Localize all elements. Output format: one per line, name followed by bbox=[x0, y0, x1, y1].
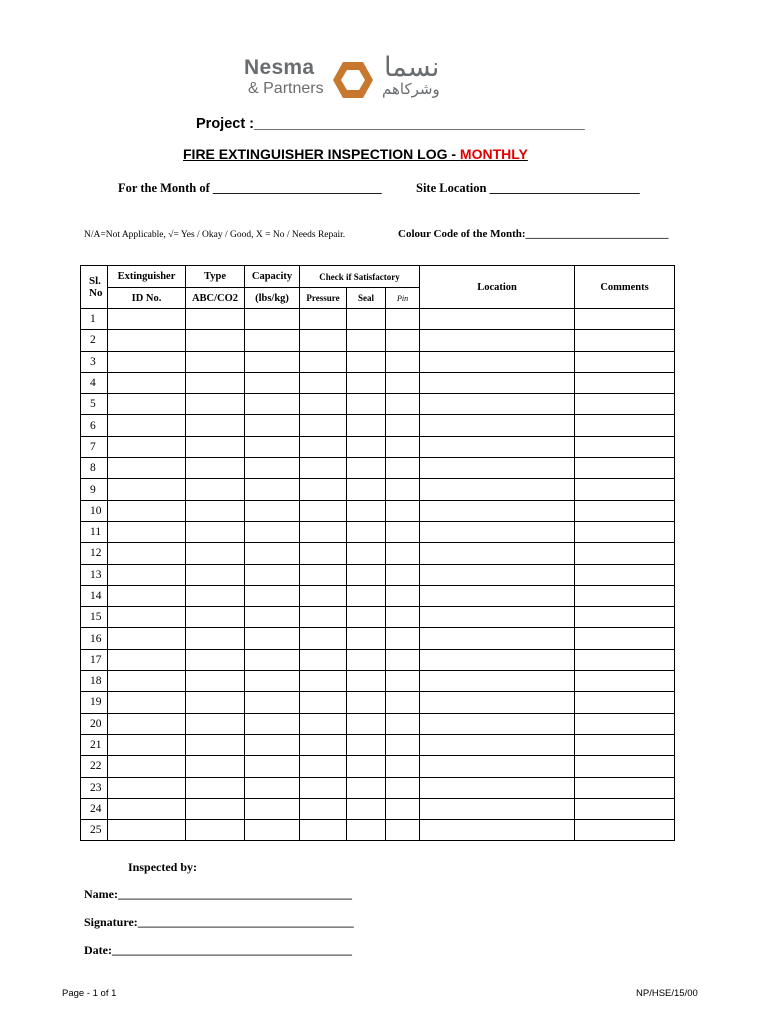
capacity-cell[interactable] bbox=[245, 734, 300, 755]
type-cell[interactable] bbox=[186, 543, 245, 564]
seal-cell[interactable] bbox=[347, 458, 386, 479]
table-row bbox=[81, 394, 675, 415]
table-row bbox=[81, 330, 675, 351]
pressure-cell[interactable] bbox=[300, 777, 347, 798]
pin-cell[interactable] bbox=[386, 436, 420, 457]
id-cell[interactable] bbox=[108, 521, 186, 542]
inspection-table bbox=[80, 265, 675, 841]
id-cell[interactable] bbox=[108, 415, 186, 436]
location-cell[interactable] bbox=[420, 734, 575, 755]
seal-cell[interactable] bbox=[347, 351, 386, 372]
site-location-field[interactable]: Site Location ________________________ bbox=[416, 181, 640, 195]
type-cell[interactable] bbox=[186, 309, 245, 330]
type-cell[interactable] bbox=[186, 649, 245, 670]
row-number: 5 bbox=[81, 394, 108, 415]
seal-cell[interactable] bbox=[347, 692, 386, 713]
seal-cell[interactable] bbox=[347, 309, 386, 330]
location-cell[interactable] bbox=[420, 543, 575, 564]
location-cell[interactable] bbox=[420, 649, 575, 670]
id-cell[interactable] bbox=[108, 649, 186, 670]
pin-cell[interactable] bbox=[386, 479, 420, 500]
header-check-satisfactory: Check if Satisfactory bbox=[300, 266, 420, 288]
header-type-sub: ABC/CO2 bbox=[186, 288, 245, 309]
id-cell[interactable] bbox=[108, 734, 186, 755]
capacity-cell[interactable] bbox=[245, 479, 300, 500]
comments-cell[interactable] bbox=[575, 713, 675, 734]
header-pressure: Pressure bbox=[300, 288, 347, 309]
table-row bbox=[81, 756, 675, 777]
row-number: 12 bbox=[81, 543, 108, 564]
comments-cell[interactable] bbox=[575, 521, 675, 542]
seal-cell[interactable] bbox=[347, 756, 386, 777]
header-extinguisher: Extinguisher bbox=[108, 266, 186, 288]
location-cell[interactable] bbox=[420, 372, 575, 393]
month-field[interactable]: For the Month of ___________________________ bbox=[118, 181, 382, 195]
location-cell[interactable] bbox=[420, 798, 575, 819]
row-number: 4 bbox=[81, 372, 108, 393]
legend-text: N/A=Not Applicable, √= Yes / Okay / Good, X = No / Needs Repair. bbox=[84, 230, 346, 240]
id-cell[interactable] bbox=[108, 607, 186, 628]
seal-cell[interactable] bbox=[347, 649, 386, 670]
header-id-no: ID No. bbox=[108, 288, 186, 309]
table-body bbox=[81, 309, 675, 841]
comments-cell[interactable] bbox=[575, 628, 675, 649]
header-sl-label: Sl. bbox=[89, 275, 101, 287]
logo-text-english-sub: & Partners bbox=[248, 80, 324, 97]
company-logo bbox=[244, 52, 474, 108]
pin-cell[interactable] bbox=[386, 713, 420, 734]
row-number: 21 bbox=[81, 734, 108, 755]
pin-cell[interactable] bbox=[386, 607, 420, 628]
header-sl-no bbox=[81, 266, 108, 309]
id-cell[interactable] bbox=[108, 798, 186, 819]
header-comments: Comments bbox=[575, 266, 675, 309]
comments-cell[interactable] bbox=[575, 564, 675, 585]
comments-cell[interactable] bbox=[575, 585, 675, 606]
pressure-cell[interactable] bbox=[300, 543, 347, 564]
row-number: 24 bbox=[81, 798, 108, 819]
capacity-cell[interactable] bbox=[245, 415, 300, 436]
capacity-cell[interactable] bbox=[245, 777, 300, 798]
signature-field[interactable]: Signature:____________________________________ bbox=[84, 915, 354, 929]
comments-cell[interactable] bbox=[575, 543, 675, 564]
id-cell[interactable] bbox=[108, 564, 186, 585]
comments-cell[interactable] bbox=[575, 415, 675, 436]
type-cell[interactable] bbox=[186, 820, 245, 841]
location-cell[interactable] bbox=[420, 500, 575, 521]
seal-cell[interactable] bbox=[347, 628, 386, 649]
pressure-cell[interactable] bbox=[300, 521, 347, 542]
document-code: NP/HSE/15/00 bbox=[636, 988, 698, 999]
pressure-cell[interactable] bbox=[300, 309, 347, 330]
pressure-cell[interactable] bbox=[300, 649, 347, 670]
table-row bbox=[81, 372, 675, 393]
comments-cell[interactable] bbox=[575, 756, 675, 777]
page-number: Page - 1 of 1 bbox=[62, 988, 117, 999]
capacity-cell[interactable] bbox=[245, 543, 300, 564]
table-row bbox=[81, 820, 675, 841]
comments-cell[interactable] bbox=[575, 820, 675, 841]
capacity-cell[interactable] bbox=[245, 521, 300, 542]
header-type: Type bbox=[186, 266, 245, 288]
location-cell[interactable] bbox=[420, 521, 575, 542]
pin-cell[interactable] bbox=[386, 500, 420, 521]
title-highlight: MONTHLY bbox=[459, 146, 528, 162]
type-cell[interactable] bbox=[186, 458, 245, 479]
table-row bbox=[81, 798, 675, 819]
pressure-cell[interactable] bbox=[300, 415, 347, 436]
table-row bbox=[81, 671, 675, 692]
capacity-cell[interactable] bbox=[245, 309, 300, 330]
pin-cell[interactable] bbox=[386, 777, 420, 798]
type-cell[interactable] bbox=[186, 585, 245, 606]
header-no-label: No bbox=[89, 287, 103, 299]
seal-cell[interactable] bbox=[347, 415, 386, 436]
hexagon-logo-icon bbox=[332, 59, 374, 101]
type-cell[interactable] bbox=[186, 671, 245, 692]
table-row bbox=[81, 628, 675, 649]
type-cell[interactable] bbox=[186, 564, 245, 585]
pressure-cell[interactable] bbox=[300, 756, 347, 777]
row-number: 1 bbox=[81, 309, 108, 330]
pin-cell[interactable] bbox=[386, 521, 420, 542]
capacity-cell[interactable] bbox=[245, 500, 300, 521]
seal-cell[interactable] bbox=[347, 798, 386, 819]
location-cell[interactable] bbox=[420, 628, 575, 649]
capacity-cell[interactable] bbox=[245, 713, 300, 734]
page-title bbox=[183, 146, 528, 162]
seal-cell[interactable] bbox=[347, 479, 386, 500]
capacity-cell[interactable] bbox=[245, 351, 300, 372]
type-cell[interactable] bbox=[186, 734, 245, 755]
table-row bbox=[81, 734, 675, 755]
table-row bbox=[81, 777, 675, 798]
id-cell[interactable] bbox=[108, 585, 186, 606]
location-cell[interactable] bbox=[420, 713, 575, 734]
pin-cell[interactable] bbox=[386, 756, 420, 777]
pin-cell[interactable] bbox=[386, 820, 420, 841]
id-cell[interactable] bbox=[108, 671, 186, 692]
id-cell[interactable] bbox=[108, 500, 186, 521]
table-row bbox=[81, 436, 675, 457]
table-row bbox=[81, 692, 675, 713]
capacity-cell[interactable] bbox=[245, 607, 300, 628]
capacity-cell[interactable] bbox=[245, 330, 300, 351]
type-cell[interactable] bbox=[186, 777, 245, 798]
location-cell[interactable] bbox=[420, 692, 575, 713]
pin-cell[interactable] bbox=[386, 458, 420, 479]
location-cell[interactable] bbox=[420, 458, 575, 479]
table-row bbox=[81, 500, 675, 521]
pin-cell[interactable] bbox=[386, 372, 420, 393]
seal-cell[interactable] bbox=[347, 585, 386, 606]
pressure-cell[interactable] bbox=[300, 798, 347, 819]
header-capacity-sub: (lbs/kg) bbox=[245, 288, 300, 309]
type-cell[interactable] bbox=[186, 713, 245, 734]
seal-cell[interactable] bbox=[347, 671, 386, 692]
logo-text-arabic-sub: وشركاهم bbox=[382, 80, 440, 98]
date-field[interactable]: Date:________________________________________ bbox=[84, 943, 352, 957]
row-number: 17 bbox=[81, 649, 108, 670]
type-cell[interactable] bbox=[186, 500, 245, 521]
capacity-cell[interactable] bbox=[245, 372, 300, 393]
id-cell[interactable] bbox=[108, 458, 186, 479]
pressure-cell[interactable] bbox=[300, 372, 347, 393]
pressure-cell[interactable] bbox=[300, 330, 347, 351]
table-row bbox=[81, 543, 675, 564]
table-row bbox=[81, 309, 675, 330]
comments-cell[interactable] bbox=[575, 734, 675, 755]
row-number: 2 bbox=[81, 330, 108, 351]
row-number: 25 bbox=[81, 820, 108, 841]
comments-cell[interactable] bbox=[575, 351, 675, 372]
id-cell[interactable] bbox=[108, 436, 186, 457]
colour-code-field[interactable]: Colour Code of the Month:__________________________ bbox=[398, 228, 669, 240]
pressure-cell[interactable] bbox=[300, 628, 347, 649]
location-cell[interactable] bbox=[420, 351, 575, 372]
type-cell[interactable] bbox=[186, 756, 245, 777]
pressure-cell[interactable] bbox=[300, 671, 347, 692]
row-number: 13 bbox=[81, 564, 108, 585]
id-cell[interactable] bbox=[108, 372, 186, 393]
pin-cell[interactable] bbox=[386, 649, 420, 670]
id-cell[interactable] bbox=[108, 330, 186, 351]
pressure-cell[interactable] bbox=[300, 479, 347, 500]
capacity-cell[interactable] bbox=[245, 628, 300, 649]
pressure-cell[interactable] bbox=[300, 436, 347, 457]
location-cell[interactable] bbox=[420, 394, 575, 415]
capacity-cell[interactable] bbox=[245, 585, 300, 606]
title-main: FIRE EXTINGUISHER INSPECTION LOG - bbox=[183, 146, 460, 162]
pressure-cell[interactable] bbox=[300, 351, 347, 372]
location-cell[interactable] bbox=[420, 564, 575, 585]
row-number: 9 bbox=[81, 479, 108, 500]
project-field[interactable]: Project :_________________________________________ bbox=[196, 116, 585, 132]
row-number: 11 bbox=[81, 521, 108, 542]
type-cell[interactable] bbox=[186, 372, 245, 393]
seal-cell[interactable] bbox=[347, 330, 386, 351]
name-field[interactable]: Name:_______________________________________ bbox=[84, 887, 352, 901]
row-number: 10 bbox=[81, 500, 108, 521]
capacity-cell[interactable] bbox=[245, 798, 300, 819]
id-cell[interactable] bbox=[108, 309, 186, 330]
comments-cell[interactable] bbox=[575, 607, 675, 628]
pressure-cell[interactable] bbox=[300, 713, 347, 734]
comments-cell[interactable] bbox=[575, 372, 675, 393]
seal-cell[interactable] bbox=[347, 521, 386, 542]
location-cell[interactable] bbox=[420, 309, 575, 330]
type-cell[interactable] bbox=[186, 351, 245, 372]
comments-cell[interactable] bbox=[575, 671, 675, 692]
row-number: 20 bbox=[81, 713, 108, 734]
type-cell[interactable] bbox=[186, 394, 245, 415]
row-number: 8 bbox=[81, 458, 108, 479]
comments-cell[interactable] bbox=[575, 649, 675, 670]
location-cell[interactable] bbox=[420, 585, 575, 606]
pressure-cell[interactable] bbox=[300, 585, 347, 606]
id-cell[interactable] bbox=[108, 543, 186, 564]
comments-cell[interactable] bbox=[575, 330, 675, 351]
pin-cell[interactable] bbox=[386, 543, 420, 564]
logo-text-arabic: نسما bbox=[384, 52, 440, 83]
capacity-cell[interactable] bbox=[245, 820, 300, 841]
pressure-cell[interactable] bbox=[300, 500, 347, 521]
table-row bbox=[81, 351, 675, 372]
location-cell[interactable] bbox=[420, 330, 575, 351]
row-number: 18 bbox=[81, 671, 108, 692]
comments-cell[interactable] bbox=[575, 309, 675, 330]
table-row bbox=[81, 479, 675, 500]
seal-cell[interactable] bbox=[347, 777, 386, 798]
id-cell[interactable] bbox=[108, 479, 186, 500]
comments-cell[interactable] bbox=[575, 500, 675, 521]
type-cell[interactable] bbox=[186, 330, 245, 351]
seal-cell[interactable] bbox=[347, 713, 386, 734]
comments-cell[interactable] bbox=[575, 394, 675, 415]
type-cell[interactable] bbox=[186, 436, 245, 457]
location-cell[interactable] bbox=[420, 479, 575, 500]
type-cell[interactable] bbox=[186, 798, 245, 819]
table-row bbox=[81, 649, 675, 670]
id-cell[interactable] bbox=[108, 756, 186, 777]
table-row bbox=[81, 564, 675, 585]
pin-cell[interactable] bbox=[386, 798, 420, 819]
location-cell[interactable] bbox=[420, 607, 575, 628]
seal-cell[interactable] bbox=[347, 607, 386, 628]
comments-cell[interactable] bbox=[575, 798, 675, 819]
location-cell[interactable] bbox=[420, 777, 575, 798]
pin-cell[interactable] bbox=[386, 734, 420, 755]
type-cell[interactable] bbox=[186, 415, 245, 436]
seal-cell[interactable] bbox=[347, 543, 386, 564]
pin-cell[interactable] bbox=[386, 628, 420, 649]
row-number: 6 bbox=[81, 415, 108, 436]
row-number: 22 bbox=[81, 756, 108, 777]
pin-cell[interactable] bbox=[386, 585, 420, 606]
seal-cell[interactable] bbox=[347, 564, 386, 585]
pin-cell[interactable] bbox=[386, 309, 420, 330]
row-number: 7 bbox=[81, 436, 108, 457]
type-cell[interactable] bbox=[186, 628, 245, 649]
header-pin: Pin bbox=[386, 288, 420, 309]
header-capacity: Capacity bbox=[245, 266, 300, 288]
table-row bbox=[81, 521, 675, 542]
capacity-cell[interactable] bbox=[245, 436, 300, 457]
capacity-cell[interactable] bbox=[245, 394, 300, 415]
row-number: 16 bbox=[81, 628, 108, 649]
capacity-cell[interactable] bbox=[245, 671, 300, 692]
comments-cell[interactable] bbox=[575, 692, 675, 713]
pin-cell[interactable] bbox=[386, 671, 420, 692]
row-number: 14 bbox=[81, 585, 108, 606]
comments-cell[interactable] bbox=[575, 458, 675, 479]
location-cell[interactable] bbox=[420, 756, 575, 777]
id-cell[interactable] bbox=[108, 628, 186, 649]
id-cell[interactable] bbox=[108, 692, 186, 713]
location-cell[interactable] bbox=[420, 671, 575, 692]
type-cell[interactable] bbox=[186, 479, 245, 500]
pressure-cell[interactable] bbox=[300, 564, 347, 585]
id-cell[interactable] bbox=[108, 820, 186, 841]
table-row bbox=[81, 607, 675, 628]
pin-cell[interactable] bbox=[386, 415, 420, 436]
location-cell[interactable] bbox=[420, 820, 575, 841]
pressure-cell[interactable] bbox=[300, 692, 347, 713]
pressure-cell[interactable] bbox=[300, 607, 347, 628]
capacity-cell[interactable] bbox=[245, 756, 300, 777]
pin-cell[interactable] bbox=[386, 564, 420, 585]
seal-cell[interactable] bbox=[347, 436, 386, 457]
seal-cell[interactable] bbox=[347, 734, 386, 755]
pin-cell[interactable] bbox=[386, 692, 420, 713]
seal-cell[interactable] bbox=[347, 820, 386, 841]
comments-cell[interactable] bbox=[575, 777, 675, 798]
table-row bbox=[81, 713, 675, 734]
pressure-cell[interactable] bbox=[300, 734, 347, 755]
table-row bbox=[81, 585, 675, 606]
seal-cell[interactable] bbox=[347, 372, 386, 393]
pin-cell[interactable] bbox=[386, 351, 420, 372]
comments-cell[interactable] bbox=[575, 479, 675, 500]
row-number: 19 bbox=[81, 692, 108, 713]
row-number: 3 bbox=[81, 351, 108, 372]
seal-cell[interactable] bbox=[347, 500, 386, 521]
id-cell[interactable] bbox=[108, 351, 186, 372]
pin-cell[interactable] bbox=[386, 394, 420, 415]
location-cell[interactable] bbox=[420, 415, 575, 436]
capacity-cell[interactable] bbox=[245, 649, 300, 670]
type-cell[interactable] bbox=[186, 607, 245, 628]
table-row bbox=[81, 458, 675, 479]
capacity-cell[interactable] bbox=[245, 692, 300, 713]
capacity-cell[interactable] bbox=[245, 564, 300, 585]
logo-text-english: Nesma bbox=[244, 56, 315, 79]
pin-cell[interactable] bbox=[386, 330, 420, 351]
header-location: Location bbox=[420, 266, 575, 309]
id-cell[interactable] bbox=[108, 777, 186, 798]
header-seal: Seal bbox=[347, 288, 386, 309]
capacity-cell[interactable] bbox=[245, 458, 300, 479]
id-cell[interactable] bbox=[108, 713, 186, 734]
inspected-by-label: Inspected by: bbox=[128, 860, 198, 874]
location-cell[interactable] bbox=[420, 436, 575, 457]
type-cell[interactable] bbox=[186, 692, 245, 713]
pressure-cell[interactable] bbox=[300, 458, 347, 479]
pressure-cell[interactable] bbox=[300, 820, 347, 841]
pressure-cell[interactable] bbox=[300, 394, 347, 415]
type-cell[interactable] bbox=[186, 521, 245, 542]
comments-cell[interactable] bbox=[575, 436, 675, 457]
row-number: 23 bbox=[81, 777, 108, 798]
row-number: 15 bbox=[81, 607, 108, 628]
table-row bbox=[81, 415, 675, 436]
id-cell[interactable] bbox=[108, 394, 186, 415]
seal-cell[interactable] bbox=[347, 394, 386, 415]
